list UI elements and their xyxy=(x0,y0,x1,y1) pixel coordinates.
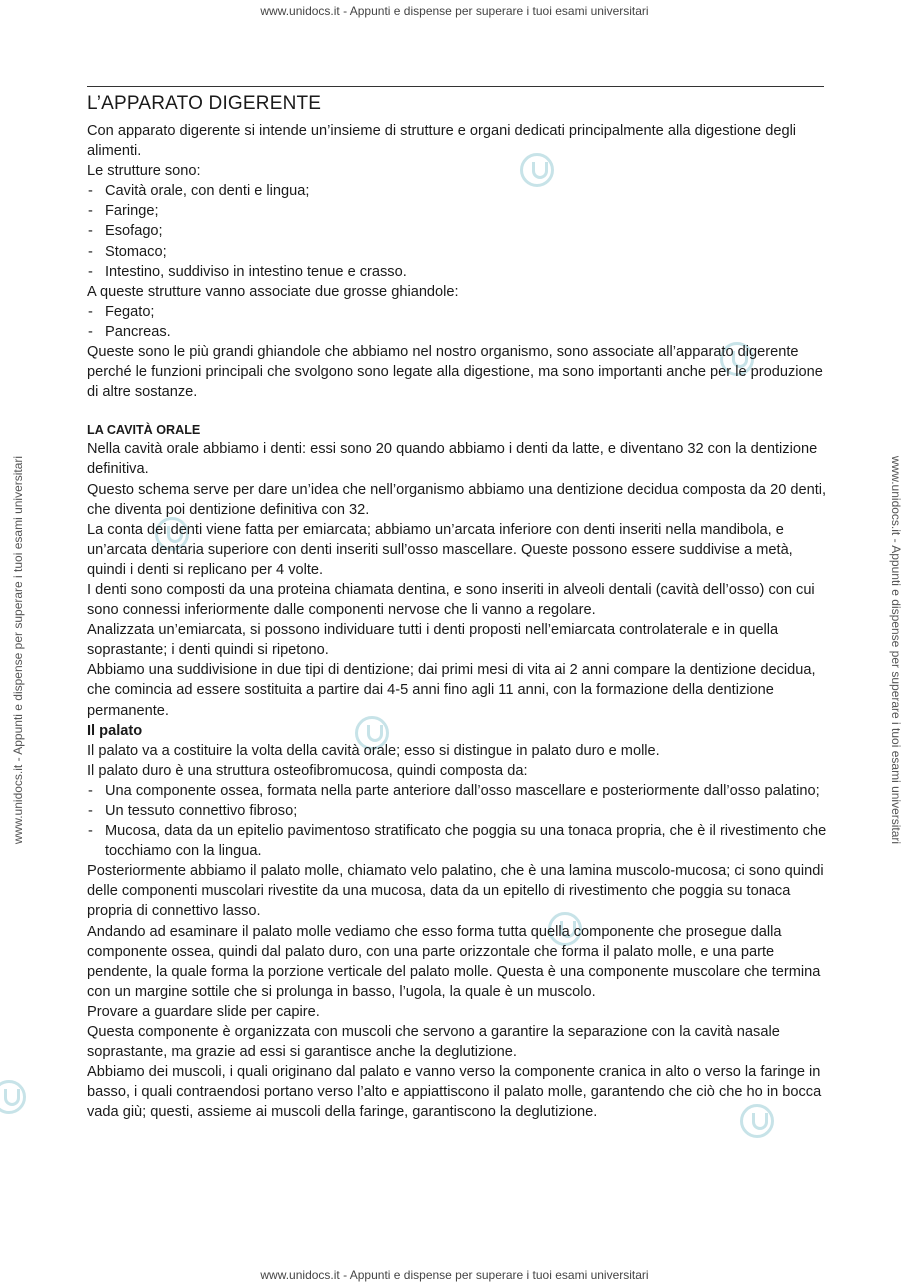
document-body xyxy=(87,92,827,1123)
list-item: - Stomaco; xyxy=(87,242,827,262)
paragraph: Andando ad esaminare il palato molle vediamo che esso forma tutta quella componente che prosegue dalla componente ossea, quindi dal palato duro, con una parte orizzontale che forma il palato molle, e una parte pendente, la quale forma la porzione verticale del palato molle. Questa è una componente muscolare che termina con un margine sottile che si prolunga in basso, l’ugola, la quale è un muscolo. xyxy=(87,923,821,1000)
list-item: - Esofago; xyxy=(87,221,827,241)
paragraph: Questa componente è organizzata con muscoli che servono a garantire la separazione con la cavità nasale soprastante, ma grazie ad essi si garantisce anche la deglutizione. xyxy=(87,1024,780,1061)
paragraph: Nella cavità orale abbiamo i denti: essi sono 20 quando abbiamo i denti da latte, e diventano 32 con la dentizione definitiva. xyxy=(87,441,818,478)
watermark-left: www.unidocs.it - Appunti e dispense per superare i tuoi esami universitari xyxy=(11,455,25,845)
header-rule xyxy=(87,86,824,87)
paragraph: I denti sono composti da una proteina chiamata dentina, e sono inseriti in alveoli dentali (cavità dell’osso) con cui sono connessi inferiormente dalle componenti nervose che li vanno a regolare. xyxy=(87,581,815,619)
watermark-top: www.unidocs.it - Appunti e dispense per superare i tuoi esami universitari xyxy=(260,4,649,18)
watermark-right: www.unidocs.it - Appunti e dispense per superare i tuoi esami universitari xyxy=(889,455,903,845)
structures-list xyxy=(87,181,827,281)
list-item: - Fegato; xyxy=(87,302,827,322)
paragraph: Il palato va a costituire la volta della cavità orale; esso si distingue in palato duro e molle. xyxy=(87,742,660,759)
page-title: L’APPARATO DIGERENTE xyxy=(87,93,322,114)
list-item: - Mucosa, data da un epitelio pavimentoso stratificato che poggia su una tonaca propria, che è il rivestimento che tocchiamo con la lingua. xyxy=(87,821,827,861)
paragraph: La conta dei denti viene fatta per emiarcata; abbiamo un’arcata inferiore con denti inseriti nella mandibola, e un’arcata dentaria superiore con denti inseriti sull’osso mascellare. Queste possono essere suddivise a metà, quindi i denti si replicano per 4 volte. xyxy=(87,521,793,578)
list-item: - Una componente ossea, formata nella parte anteriore dall’osso mascellare e posteriormente dall’osso palatino; xyxy=(87,781,827,801)
list-item: - Faringe; xyxy=(87,201,827,221)
palate-components-list xyxy=(87,781,827,861)
paragraph: Posteriormente abbiamo il palato molle, chiamato velo palatino, che è una lamina muscolo-mucosa; ci sono quindi delle componenti muscolari rivestite da una mucosa, data da un epitello di rivestimento che poggia su tonaca propria di connettivo lasso. xyxy=(87,863,824,920)
paragraph: Abbiamo una suddivisione in due tipi di dentizione; dai primi mesi di vita ai 2 anni compare la dentizione decidua, che comincia ad essere sostituita a partire dai 4-5 anni fino agli 11 anni, con la formazione della dentizione permanente. xyxy=(87,662,816,719)
list-item: - Cavità orale, con denti e lingua; xyxy=(87,181,827,201)
paragraph: Analizzata un’emiarcata, si possono individuare tutti i denti proposti nell’emiarcata controlaterale e in quella soprastante; i denti quindi si ripetono. xyxy=(87,622,779,659)
section-heading-palate: Il palato xyxy=(87,722,143,739)
intro-paragraph: Le strutture sono: xyxy=(87,163,201,180)
list-item: - Un tessuto connettivo fibroso; xyxy=(87,801,827,821)
unidocs-logo-icon xyxy=(0,1080,26,1114)
paragraph: Il palato duro è una struttura osteofibromucosa, quindi composta da: xyxy=(87,762,528,779)
paragraph: Questo schema serve per dare un’idea che nell’organismo abbiamo una dentizione decidua composta da 20 denti, che diventa poi dentizione definitiva con 32. xyxy=(87,481,827,518)
glands-list xyxy=(87,302,827,342)
list-item: - Pancreas. xyxy=(87,322,827,342)
watermark-bottom: www.unidocs.it - Appunti e dispense per superare i tuoi esami universitari xyxy=(260,1268,649,1282)
paragraph: Abbiamo dei muscoli, i quali originano dal palato e vanno verso la componente cranica in alto o verso la faringe in basso, i quali contraendosi portano verso l’alto e appiattiscono il palato molle, garantendo che ciò che ho in bocca vada giù; questi, assieme ai muscoli della faringe, garantiscono la deglutizione. xyxy=(87,1064,822,1121)
glands-paragraph: Queste sono le più grandi ghiandole che abbiamo nel nostro organismo, sono associate all’apparato digerente perché le funzioni principali che svolgono sono legate alla digestione, ma sono importanti anche per le produzione di altre sostanze. xyxy=(87,344,823,401)
glands-intro: A queste strutture vanno associate due grosse ghiandole: xyxy=(87,283,459,300)
paragraph: Provare a guardare slide per capire. xyxy=(87,1003,320,1020)
list-item: - Intestino, suddiviso in intestino tenue e crasso. xyxy=(87,262,827,282)
intro-paragraph: Con apparato digerente si intende un’insieme di strutture e organi dedicati principalmente alla digestione degli alimenti. xyxy=(87,123,797,160)
section-heading-oral: LA CAVITÀ ORALE xyxy=(87,423,201,438)
